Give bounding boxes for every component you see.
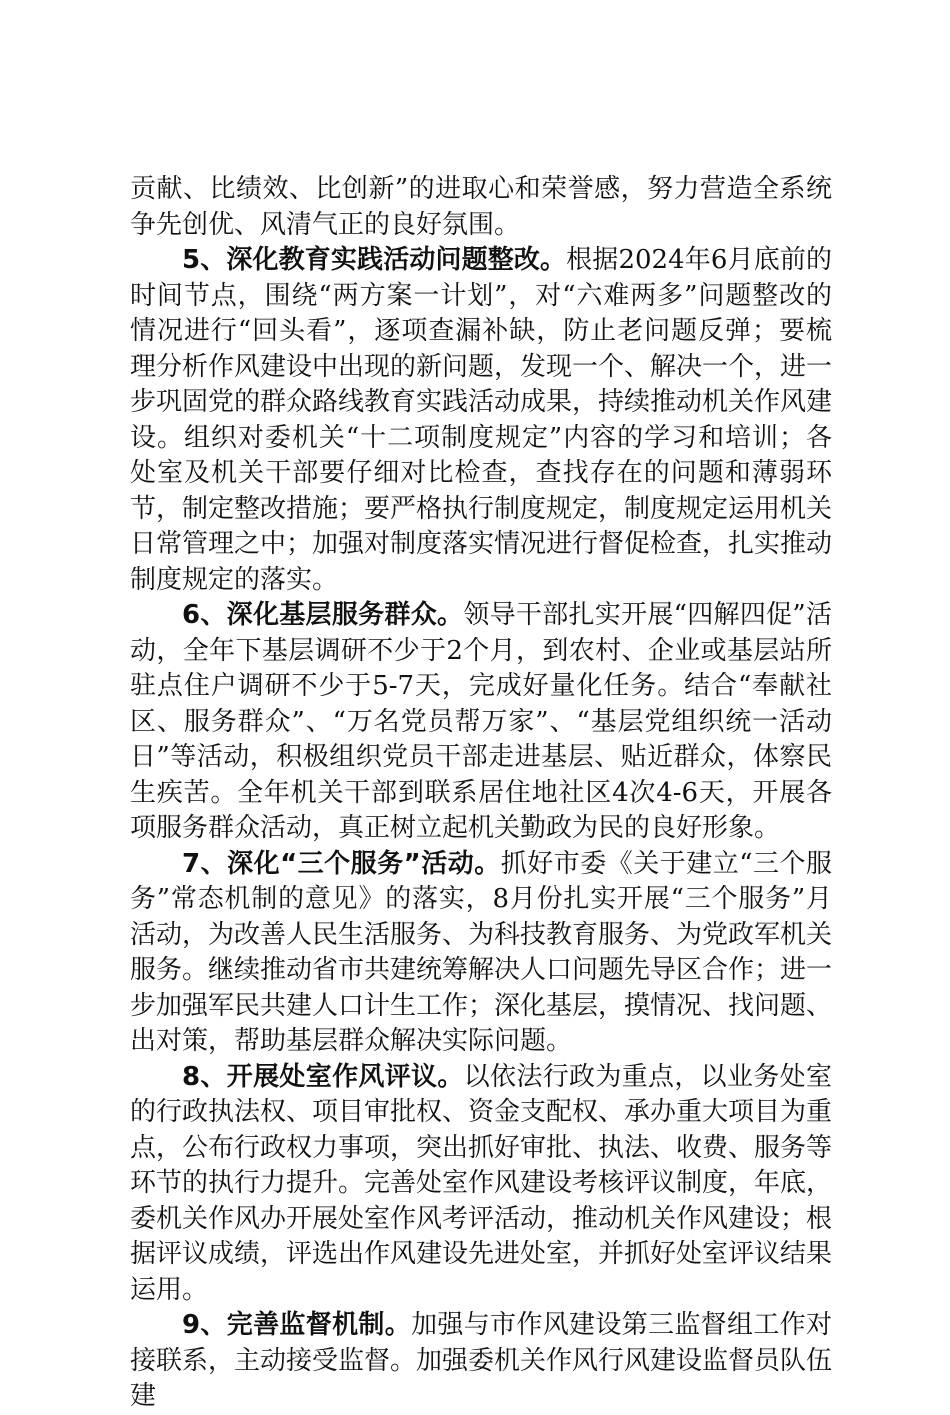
document-page [130, 172, 832, 1415]
paragraph-item-9 [130, 1308, 832, 1415]
paragraph-body: 以依法行政为重点，以业务处室的行政执法权、项目审批权、资金支配权、承办重大项目为重点，公布行政权力事项，突出抓好审批、执法、收费、服务等环节的执行力提升。完善处室作风建设考核评议制度，年底，委机关作风办开展处室作风考评活动，推动机关作风建设；根据评议成绩，评选出作风建设先进处室，并抓好处室评议结果运用。 [130, 1061, 833, 1305]
paragraph-heading: 5、深化教育实践活动问题整改。 [182, 245, 567, 275]
paragraph-heading: 6、深化基层服务群众。 [182, 600, 464, 630]
paragraph-continuation [130, 172, 832, 243]
paragraph-heading: 9、完善监督机制。 [182, 1310, 412, 1340]
paragraph-heading: 7、深化“三个服务”活动。 [182, 848, 501, 879]
paragraph-body: 领导干部扎实开展“四解四促”活动，全年下基层调研不少于2个月，到农村、企业或基层站所驻点住户调研不少于5-7天，完成好量化任务。结合“奉献社区、服务群众”、“万名党员帮万家”、“基层党组织统一活动日”等活动，积极组织党员干部走进基层、贴近群众，体察民生疾苦。全年机关干部到联系居住地社区4次4-6天，开展各项服务群众活动，真正树立起机关勤政为民的良好形象。 [130, 600, 832, 843]
paragraph-item-8 [130, 1060, 832, 1309]
paragraph-body: 根据2024年6月底前的时间节点，围绕“两方案一计划”，对“六难两多”问题整改的情况进行“回头看”，逐项查漏补缺，防止老问题反弹；要梳理分析作风建设中出现的新问题，发现一个、解决一个，进一步巩固党的群众路线教育实践活动成果，持续推动机关作风建设。组织对委机关“十二项制度规定”内容的学习和培训；各处室及机关干部要仔细对比检查，查找存在的问题和薄弱环节，制定整改措施；要严格执行制度规定，制度规定运用机关日常管理之中；加强对制度落实情况进行督促检查，扎实推动制度规定的落实。 [130, 245, 833, 595]
paragraph-heading: 8、开展处室作风评议。 [182, 1061, 464, 1092]
paragraph-body: 贡献、比绩效、比创新”的进取心和荣誉感，努力营造全系统争先创优、风清气正的良好氛围。 [130, 174, 832, 240]
paragraph-body: 加强与市作风建设第三监督组工作对接联系，主动接受监督。加强委机关作风行风建设监督员队伍建 [130, 1310, 833, 1411]
paragraph-item-6 [130, 598, 832, 847]
paragraph-item-5 [130, 243, 832, 598]
paragraph-item-7 [130, 847, 832, 1060]
paragraph-body: 抓好市委《关于建立“三个服务”常态机制的意见》的落实，8月份扎实开展“三个服务”月活动，为改善人民生活服务、为科技教育服务、为党政军机关服务。继续推动省市共建统筹解决人口问题先导区合作；进一步加强军民共建人口计生工作；深化基层，摸情况、找问题、出对策，帮助基层群众解决实际问题。 [130, 848, 833, 1056]
